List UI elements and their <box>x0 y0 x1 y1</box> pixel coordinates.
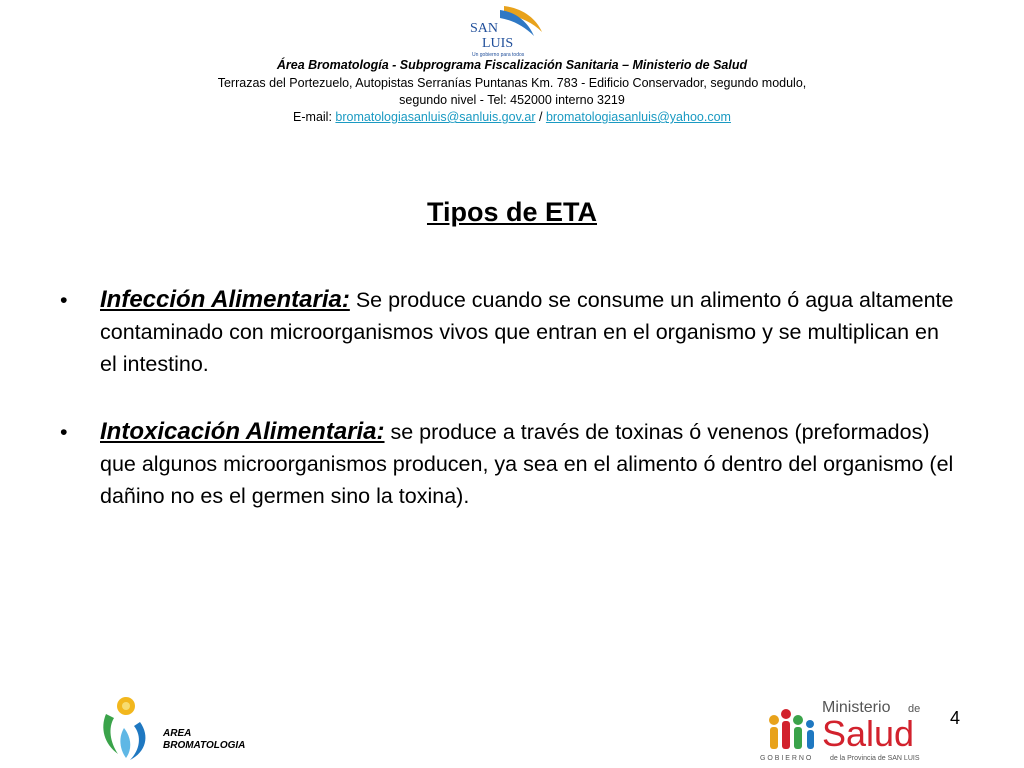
bullet-term: Infección Alimentaria: <box>100 286 350 313</box>
svg-text:Salud: Salud <box>822 713 915 754</box>
email-label: E-mail: <box>293 110 332 124</box>
header-title: Área Bromatología - Subprograma Fiscalización Sanitaria – Ministerio de Salud <box>276 58 748 72</box>
area-label-line2: BROMATOLOGIA <box>163 740 246 751</box>
svg-text:LUIS: LUIS <box>482 36 514 51</box>
header-address: Terrazas del Portezuelo, Autopistas Serranías Puntanas Km. 783 - Edificio Conservador, segundo modulo, <box>217 76 807 90</box>
page-number: 4 <box>950 708 961 728</box>
list-item <box>56 416 956 512</box>
email-link-yahoo[interactable]: bromatologiasanluis@yahoo.com <box>545 110 731 124</box>
header-address-phone: segundo nivel - Tel: 452000 interno 3219 <box>399 93 625 107</box>
bullet-text: se produce a través de toxinas ó venenos (preformados) que algunos microorganismos producen, ya sea en el alimento ó dentro del organismo (el dañino no es el germen sino la toxina). <box>100 420 954 508</box>
bullet-text: Se produce cuando se consume un alimento ó agua altamente contaminado con microorganismos vivos que entran en el organismo y se multiplican en el intestino. <box>100 288 954 376</box>
area-label-line1: AREA <box>163 728 192 739</box>
header-email <box>0 110 1024 125</box>
list-item <box>56 284 956 380</box>
bullet-term: Intoxicación Alimentaria: <box>100 418 385 445</box>
email-link-sanluis[interactable]: bromatologiasanluis@sanluis.gov.ar <box>335 110 536 124</box>
area-bromatologia-logo <box>96 692 156 764</box>
svg-text:de: de <box>908 703 921 715</box>
svg-text:Ministerio: Ministerio <box>822 699 891 716</box>
area-bromatologia-label <box>163 728 245 752</box>
svg-text:SAN: SAN <box>470 21 499 36</box>
san-luis-logo <box>464 2 548 58</box>
bullet-list <box>56 284 956 512</box>
svg-text:Un gobierno para todos: Un gobierno para todos <box>472 52 525 58</box>
svg-text:G O B I E R N O: G O B I E R N O <box>760 755 812 762</box>
email-separator: / <box>538 110 543 124</box>
svg-text:de la Provincia de SAN LUIS: de la Provincia de SAN LUIS <box>830 755 920 762</box>
ministerio-salud-logo <box>756 694 956 764</box>
page-title: Tipos de ETA <box>426 197 597 227</box>
bullet-icon: • <box>60 288 68 312</box>
bullet-icon: • <box>60 420 68 444</box>
